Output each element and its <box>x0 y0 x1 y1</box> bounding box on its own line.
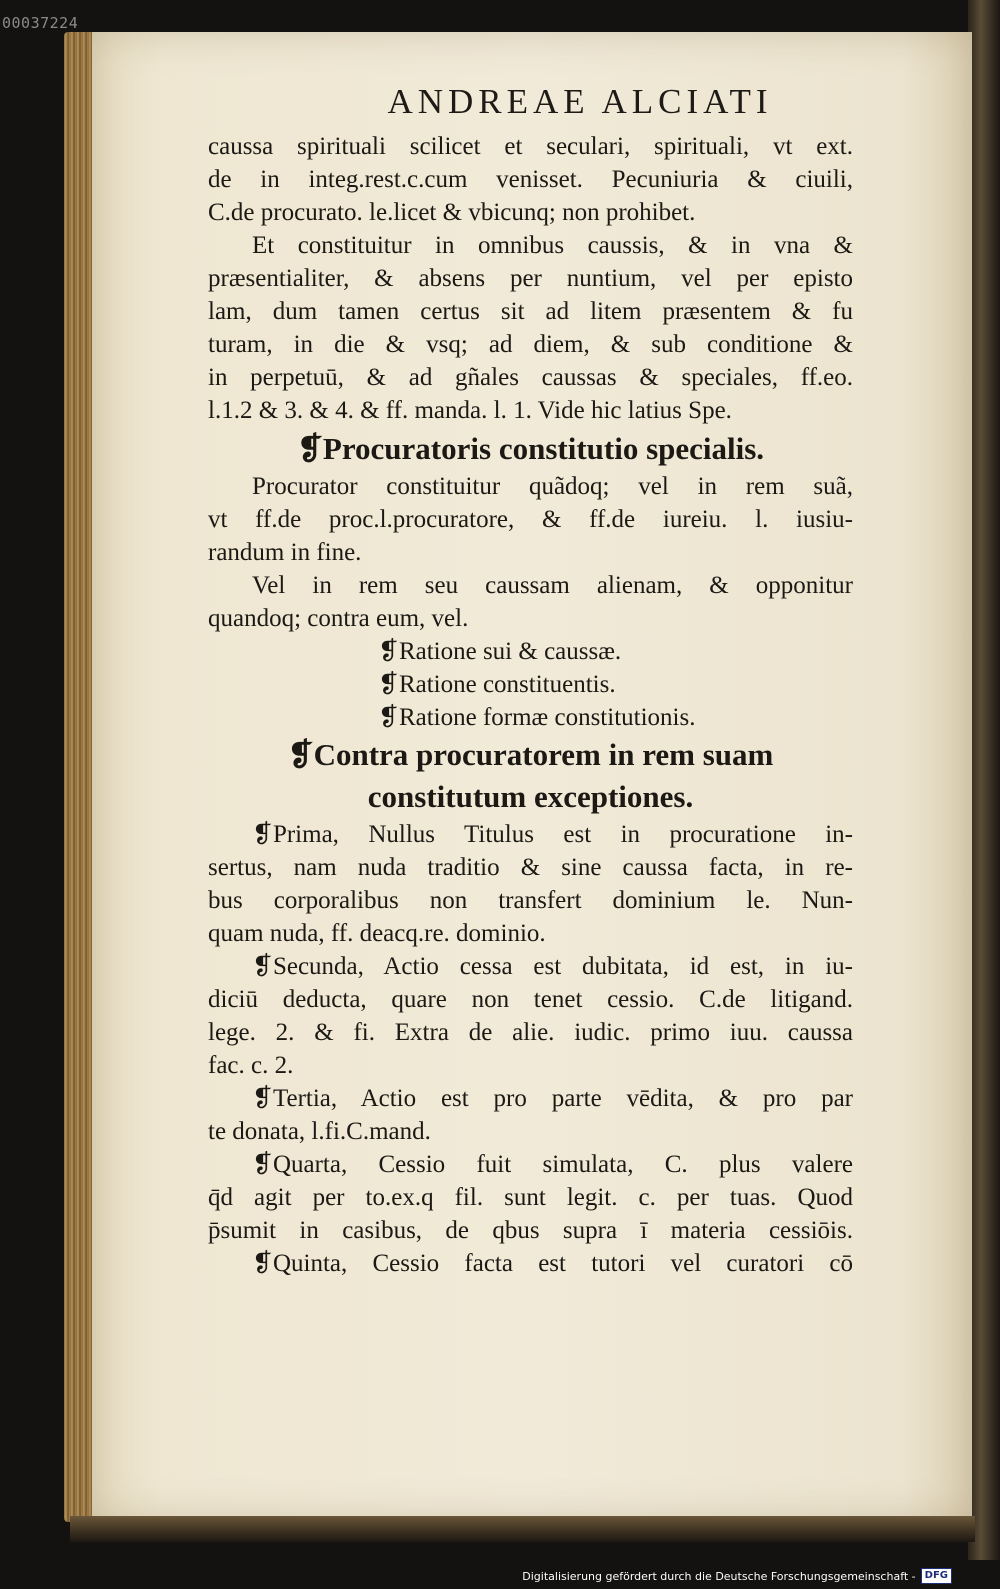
text-line: bus corporalibus non transfert dominium le. Nun- <box>208 887 853 914</box>
text-line: Et constituitur in omnibus caussis, & in vna & <box>252 232 853 259</box>
text-line: lam, dum tamen certus sit ad litem præsentem & fu <box>208 298 853 325</box>
text-line: ❡Quarta, Cessio fuit simulata, C. plus valere <box>252 1151 853 1178</box>
page-edge-left <box>64 32 94 1522</box>
text-line: q̄d agit per to.ex.q fil. sunt legit. c. per tuas. Quod <box>208 1184 853 1211</box>
text-line: de in integ.rest.c.cum venisset. Pecuniuria & ciuili, <box>208 166 853 193</box>
text-line: ❡Quinta, Cessio facta est tutori vel curatori cō <box>252 1250 853 1277</box>
scan-id: 00037224 <box>2 14 79 32</box>
list-item: ❡Ratione formæ constitutionis. <box>378 704 696 731</box>
text-line: fac. c. 2. <box>208 1052 294 1079</box>
text-line: turam, in die & vsq; ad diem, & sub conditione & <box>208 331 853 358</box>
footer-credit <box>522 1568 952 1584</box>
list-item: ❡Ratione constituentis. <box>378 671 616 698</box>
text-line: quam nuda, ff. deacq.re. dominio. <box>208 920 546 947</box>
text-line: præsentialiter, & absens per nuntium, vel per episto <box>208 265 853 292</box>
text-line: quandoq; contra eum, vel. <box>208 605 469 632</box>
text-line: randum in fine. <box>208 539 362 566</box>
text-line: C.de procurato. le.licet & vbicunq; non prohibet. <box>208 199 696 226</box>
book-edge-right <box>968 0 1000 1560</box>
footer-text: Digitalisierung gefördert durch die Deutsche Forschungsgemeinschaft - <box>522 1569 916 1583</box>
text-line: caussa spirituali scilicet et seculari, spirituali, vt ext. <box>208 133 853 160</box>
running-head: ANDREAE ALCIATI <box>387 82 773 121</box>
text-line: diciū deducta, quare non tenet cessio. C.de litigand. <box>208 986 853 1013</box>
text-line: ❡Tertia, Actio est pro parte vēdita, & pro par <box>252 1085 853 1112</box>
text-line: Procurator constituitur quãdoq; vel in rem suã, <box>252 473 853 500</box>
text-line: lege. 2. & fi. Extra de alie. iudic. primo iuu. caussa <box>208 1019 853 1046</box>
dfg-logo: DFG <box>921 1568 952 1584</box>
text-line: in perpetuū, & ad gñales caussas & speciales, ff.eo. <box>208 364 853 391</box>
section-heading: ❡Procuratoris constitutio specialis. <box>296 431 765 466</box>
list-item: ❡Ratione sui & caussæ. <box>378 638 622 665</box>
text-line: l.1.2 & 3. & 4. & ff. manda. l. 1. Vide hic latius Spe. <box>208 397 732 424</box>
page-text <box>208 130 853 1280</box>
section-heading-line1: ❡Contra procuratorem in rem suam <box>287 737 774 772</box>
text-line: te donata, l.fi.C.mand. <box>208 1118 431 1145</box>
text-line: ❡Prima, Nullus Titulus est in procuratione in- <box>252 821 853 848</box>
book-bottom-edge <box>70 1516 975 1542</box>
text-line: sertus, nam nuda traditio & sine caussa facta, in re- <box>208 854 853 881</box>
text-line: Vel in rem seu caussam alienam, & opponitur <box>252 572 853 599</box>
section-heading-line2: constitutum exceptiones. <box>367 779 694 814</box>
text-line: ❡Secunda, Actio cessa est dubitata, id est, in iu- <box>252 953 853 980</box>
text-line: vt ff.de proc.l.procuratore, & ff.de iureiu. l. iusiu- <box>208 506 853 533</box>
text-line: p̄sumit in casibus, de qbus supra ī materia cessiōis. <box>208 1217 853 1244</box>
